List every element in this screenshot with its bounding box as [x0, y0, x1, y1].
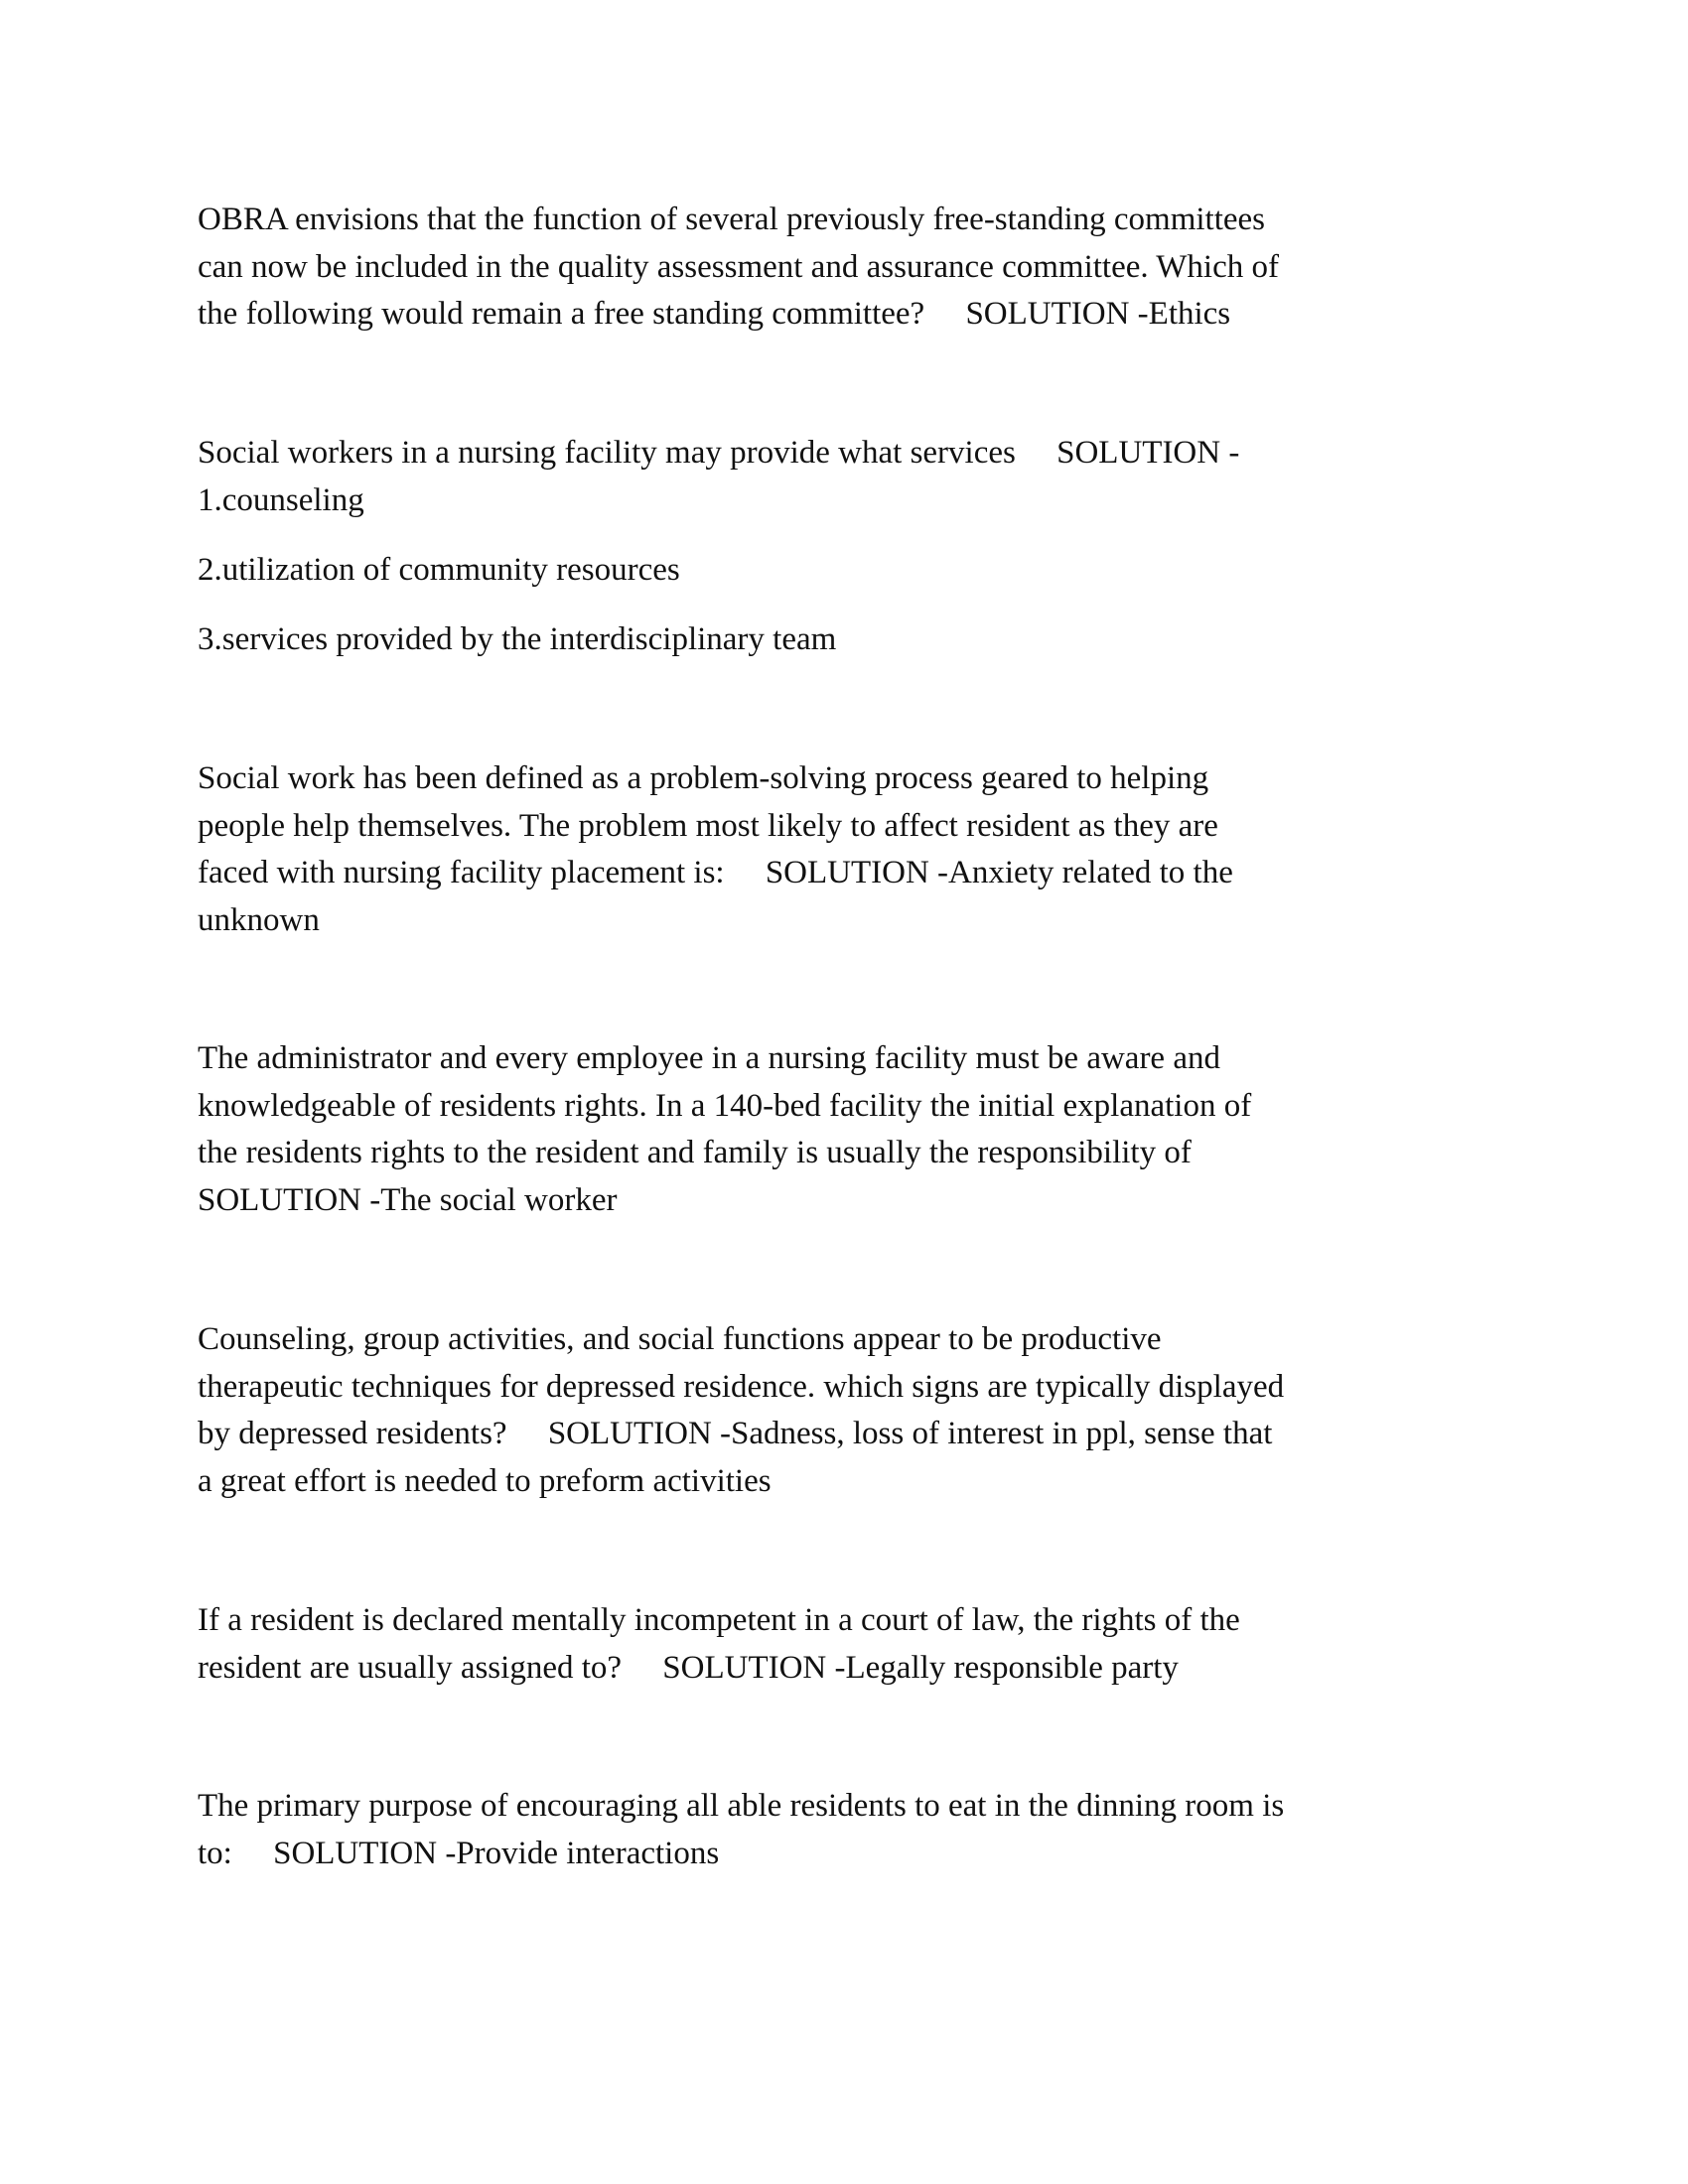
text-line: people help themselves. The problem most likely to affect resident as they are	[198, 807, 1218, 844]
list-item: 3.services provided by the interdisciplinary team	[198, 621, 837, 658]
text-line: The primary purpose of encouraging all able residents to eat in the dinning room is	[198, 1788, 1285, 1824]
text-line: The administrator and every employee in a nursing facility must be aware and	[198, 1040, 1220, 1076]
text-line: If a resident is declared mentally incompetent in a court of law, the rights of the	[198, 1602, 1240, 1638]
text-line: 1.counseling	[198, 481, 364, 518]
qa-block-dining-room	[198, 1783, 1508, 1877]
list-item: 2.utilization of community resources	[198, 552, 680, 589]
text-line: the residents rights to the resident and family is usually the responsibility of	[198, 1135, 1192, 1171]
text-line: can now be included in the quality assessment and assurance committee. Which of	[198, 248, 1279, 285]
text-line: knowledgeable of residents rights. In a 140-bed facility the initial explanation of	[198, 1087, 1252, 1124]
qa-block-depressed-residents	[198, 1316, 1508, 1506]
text-line: resident are usually assigned to? SOLUTION -Legally responsible party	[198, 1649, 1179, 1686]
qa-block-residents-rights	[198, 1035, 1508, 1225]
qa-block-social-worker-services	[198, 430, 1508, 664]
text-line: SOLUTION -The social worker	[198, 1182, 618, 1219]
qa-block-obra-committee	[198, 197, 1508, 339]
text-line: unknown	[198, 902, 320, 939]
text-line: by depressed residents? SOLUTION -Sadness, loss of interest in ppl, sense that	[198, 1416, 1273, 1452]
text-line: therapeutic techniques for depressed residence. which signs are typically displayed	[198, 1368, 1285, 1405]
qa-block-social-work-problem	[198, 755, 1508, 945]
text-line: a great effort is needed to preform activities	[198, 1463, 772, 1500]
text-line: OBRA envisions that the function of several previously free-standing committees	[198, 202, 1266, 237]
text-line: faced with nursing facility placement is: SOLUTION -Anxiety related to the	[198, 855, 1233, 891]
qa-block-mental-incompetence	[198, 1597, 1508, 1692]
text-line: the following would remain a free standing committee? SOLUTION -Ethics	[198, 296, 1231, 333]
text-line: Social workers in a nursing facility may provide what services SOLUTION -	[198, 435, 1240, 471]
text-line: to: SOLUTION -Provide interactions	[198, 1835, 720, 1871]
text-line: Counseling, group activities, and social functions appear to be productive	[198, 1321, 1162, 1357]
text-line: Social work has been defined as a problem-solving process geared to helping	[198, 760, 1209, 796]
